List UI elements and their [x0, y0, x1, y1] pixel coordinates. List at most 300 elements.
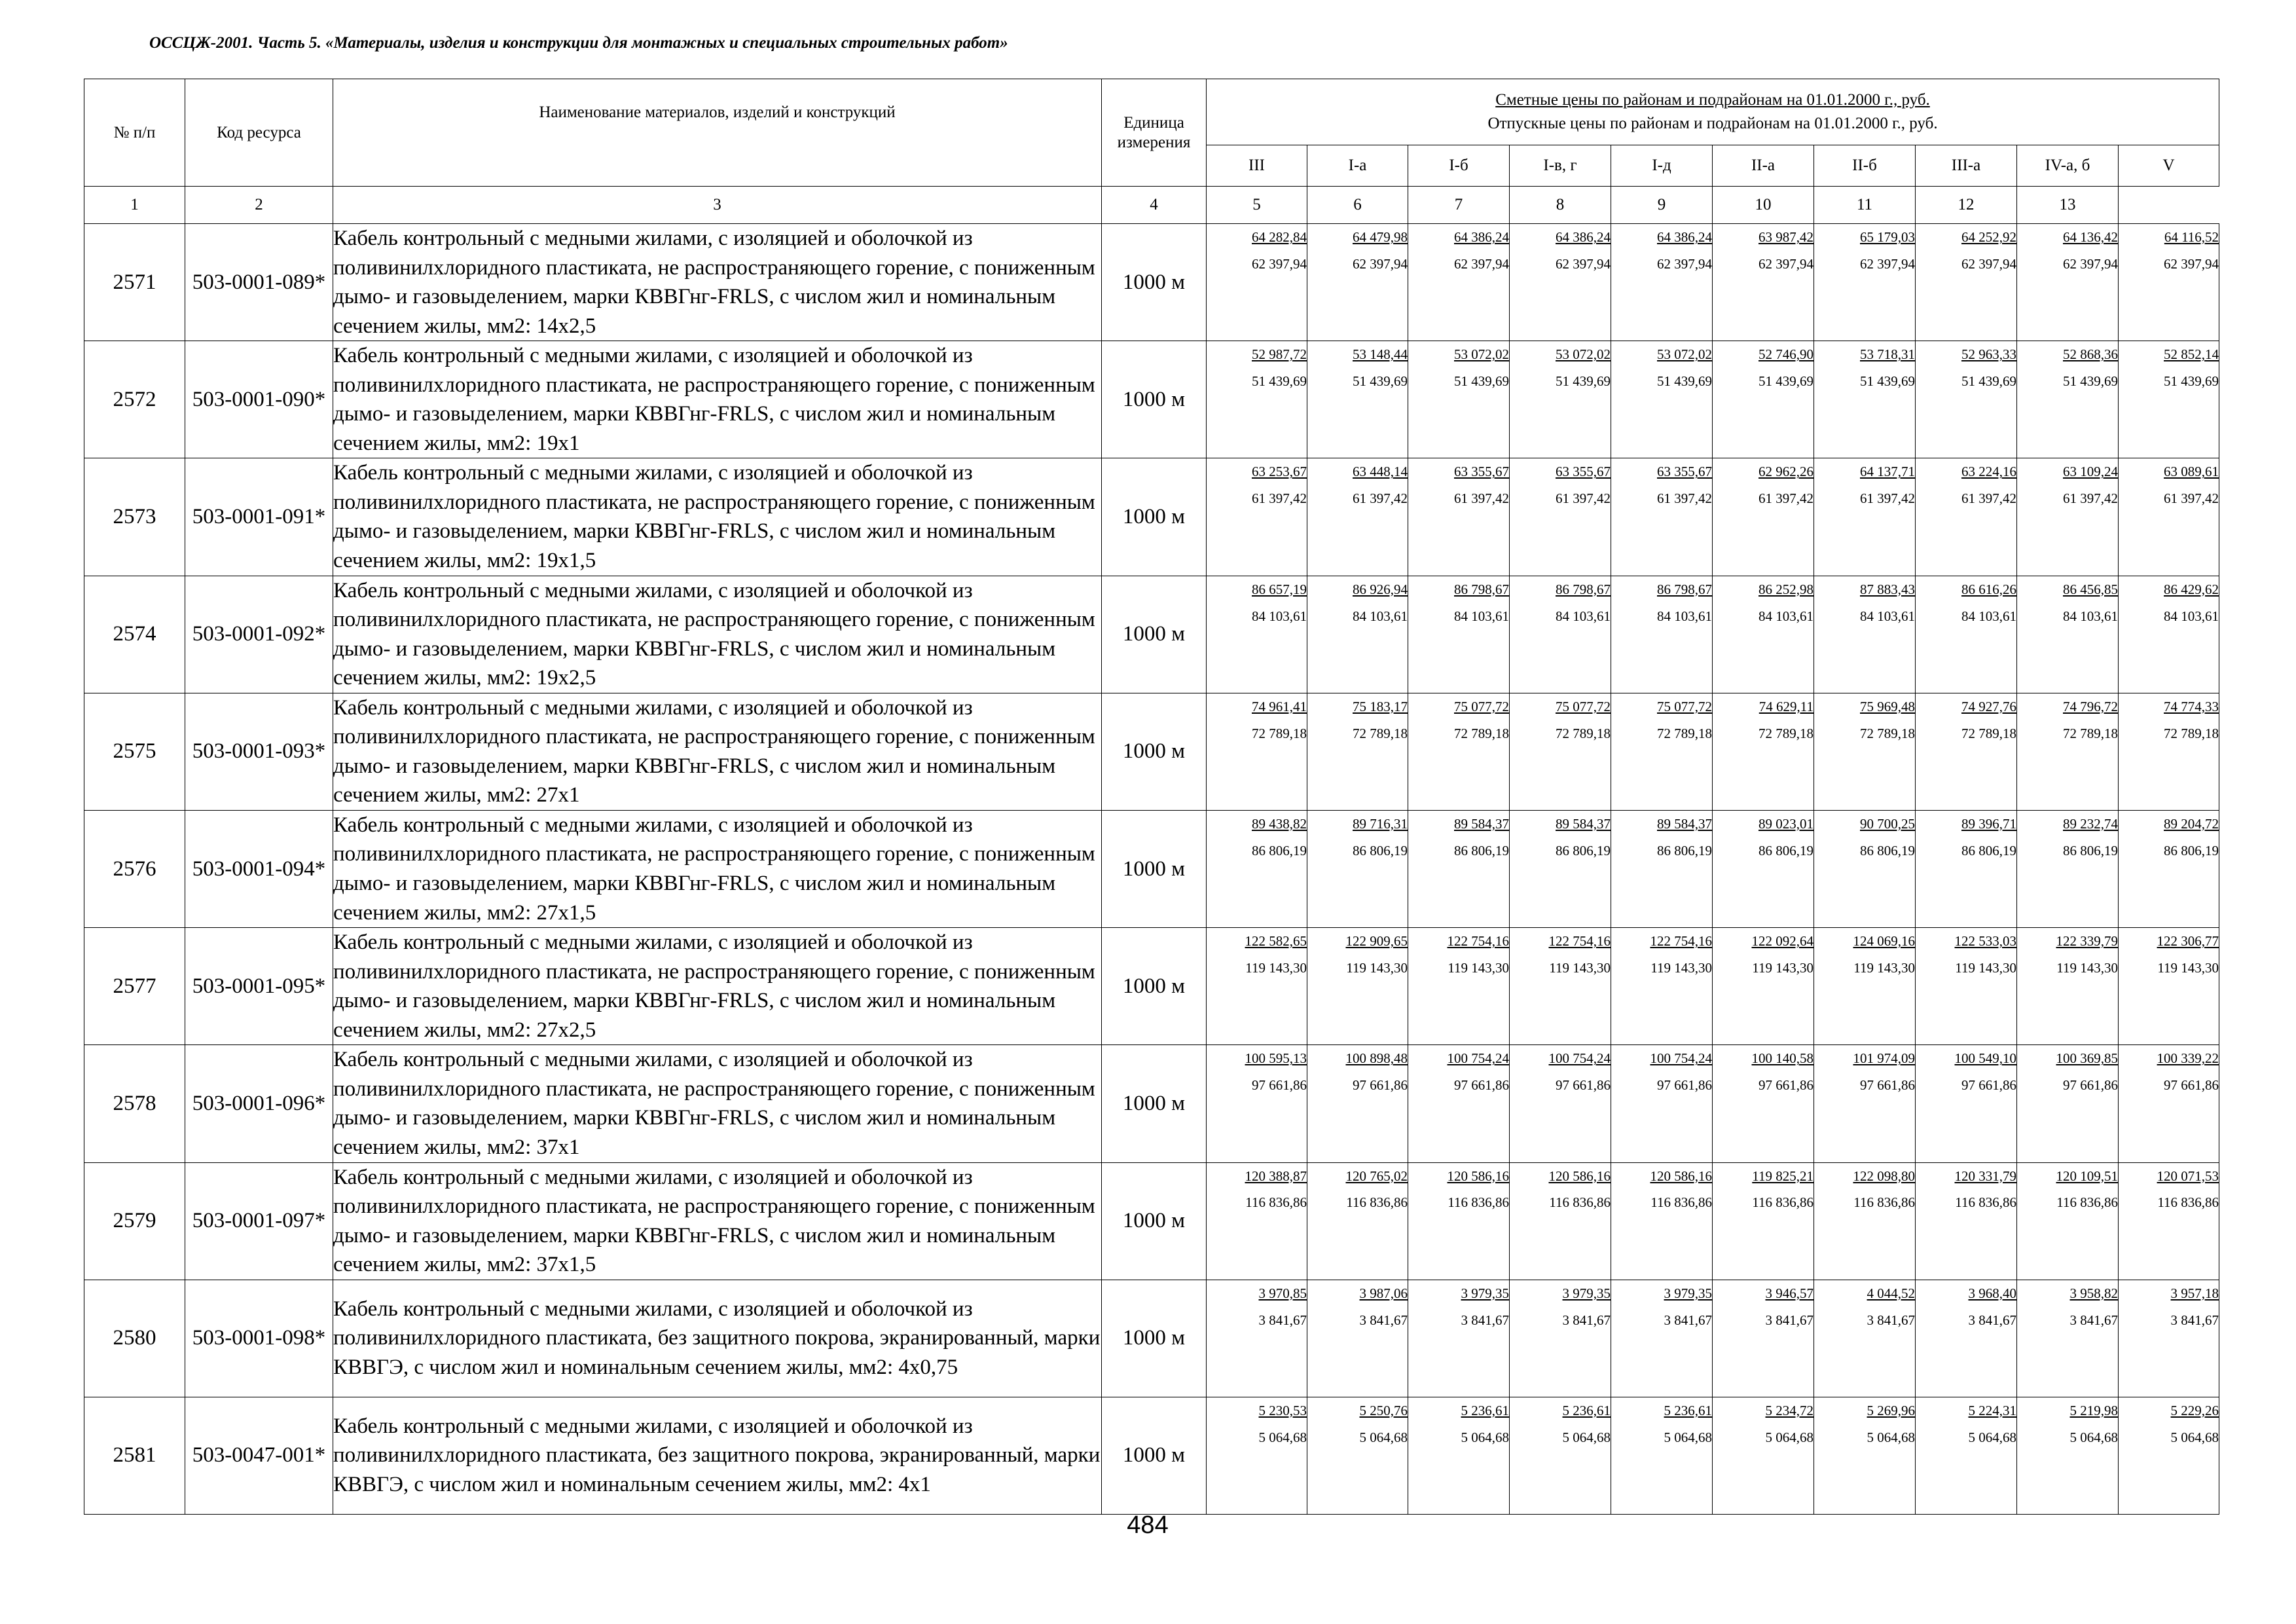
header-prices-smeta: Сметные цены по районам и подрайонам на 01.01.2000 г., руб.	[1495, 90, 1930, 109]
release-price: 3 841,67	[1968, 1312, 2016, 1328]
release-price: 84 103,61	[1252, 608, 1307, 624]
estimated-price: 5 230,53	[1258, 1402, 1307, 1418]
price-cell	[2119, 576, 2219, 693]
release-price: 84 103,61	[2063, 608, 2118, 624]
price-cell	[1916, 1045, 2017, 1162]
unit-cell: 1000 м	[1102, 1045, 1207, 1162]
price-cell	[2017, 928, 2119, 1045]
estimated-price: 3 979,35	[1461, 1285, 1509, 1301]
estimated-price: 4 044,52	[1867, 1285, 1915, 1301]
estimated-price: 64 252,92	[1961, 229, 2016, 245]
estimated-price: 53 718,31	[1860, 346, 1915, 363]
region-header: I-в, г	[1510, 145, 1611, 187]
release-price: 51 439,69	[1961, 373, 2016, 390]
release-price: 97 661,86	[1961, 1077, 2016, 1094]
release-price: 84 103,61	[1353, 608, 1408, 624]
column-number: 6	[1307, 187, 1408, 224]
region-header: I-а	[1307, 145, 1408, 187]
estimated-price: 53 072,02	[1454, 346, 1509, 363]
price-cell	[1307, 576, 1408, 693]
release-price: 61 397,42	[2164, 490, 2219, 507]
release-price: 116 836,86	[2056, 1194, 2118, 1211]
release-price: 86 806,19	[2164, 842, 2219, 858]
release-price: 3 841,67	[1461, 1312, 1509, 1328]
release-price: 119 143,30	[1448, 960, 1509, 976]
release-price: 84 103,61	[1961, 608, 2016, 624]
estimated-price: 64 386,24	[1454, 229, 1509, 245]
price-cell	[1408, 458, 1510, 576]
table-row	[84, 928, 2219, 1045]
estimated-price: 122 754,16	[1548, 933, 1611, 950]
estimated-price: 63 448,14	[1353, 464, 1408, 480]
estimated-price: 5 236,61	[1664, 1402, 1712, 1418]
release-price: 61 397,42	[1758, 490, 1813, 507]
unit-cell: 1000 м	[1102, 458, 1207, 576]
table-row	[84, 1280, 2219, 1397]
unit-cell: 1000 м	[1102, 341, 1207, 458]
price-cell	[1611, 224, 1713, 341]
estimated-price: 124 069,16	[1853, 933, 1915, 950]
estimated-price: 100 898,48	[1345, 1050, 1408, 1067]
estimated-price: 63 253,67	[1252, 464, 1307, 480]
price-cell	[2017, 341, 2119, 458]
estimated-price: 89 716,31	[1353, 815, 1408, 832]
price-cell	[1510, 458, 1611, 576]
estimated-price: 3 970,85	[1258, 1285, 1307, 1301]
estimated-price: 64 479,98	[1353, 229, 1408, 245]
release-price: 86 806,19	[1556, 842, 1611, 858]
price-table	[84, 79, 2219, 1515]
release-price: 84 103,61	[2164, 608, 2219, 624]
release-price: 84 103,61	[1454, 608, 1509, 624]
release-price: 86 806,19	[1961, 842, 2016, 858]
row-number: 2573	[84, 458, 185, 576]
resource-code: 503-0001-093*	[185, 693, 333, 810]
price-cell	[1814, 1280, 1916, 1397]
release-price: 116 836,86	[1650, 1194, 1712, 1211]
column-number: 1	[84, 187, 185, 224]
estimated-price: 87 883,43	[1860, 581, 1915, 597]
release-price: 119 143,30	[1346, 960, 1408, 976]
release-price: 62 397,94	[1556, 255, 1611, 272]
release-price: 51 439,69	[1657, 373, 1712, 390]
estimated-price: 100 339,22	[2157, 1050, 2219, 1067]
unit-cell: 1000 м	[1102, 1162, 1207, 1280]
price-cell	[2119, 224, 2219, 341]
resource-code: 503-0001-091*	[185, 458, 333, 576]
price-cell	[1408, 576, 1510, 693]
material-name: Кабель контрольный с медными жилами, с изоляцией и оболочкой из поливинилхлоридного пластиката, не распространяющего горение, с пониженным дымо- и газовыделением, марки КВВГнг-FRLS, с числом жил и номинальным сечением жилы, мм2: 19х1,5	[333, 458, 1102, 576]
price-cell	[2017, 576, 2119, 693]
price-cell	[1510, 810, 1611, 927]
estimated-price: 74 796,72	[2063, 698, 2118, 714]
price-cell	[1408, 341, 1510, 458]
price-cell	[1408, 693, 1510, 810]
price-cell	[2119, 810, 2219, 927]
price-cell	[1916, 928, 2017, 1045]
estimated-price: 100 549,10	[1954, 1050, 2016, 1067]
price-cell	[1916, 1162, 2017, 1280]
header-prices	[1207, 79, 2219, 145]
estimated-price: 86 252,98	[1758, 581, 1813, 597]
price-cell	[1814, 928, 1916, 1045]
estimated-price: 90 700,25	[1860, 815, 1915, 832]
header-prices-otpusk: Отпускные цены по районам и подрайонам на 01.01.2000 г., руб.	[1487, 115, 1938, 132]
release-price: 116 836,86	[1448, 1194, 1509, 1211]
price-cell	[1611, 1397, 1713, 1514]
price-cell	[1307, 810, 1408, 927]
release-price: 3 841,67	[1867, 1312, 1915, 1328]
release-price: 119 143,30	[1853, 960, 1915, 976]
price-cell	[1510, 341, 1611, 458]
estimated-price: 120 109,51	[2056, 1168, 2118, 1184]
release-price: 62 397,94	[1353, 255, 1408, 272]
release-price: 51 439,69	[1758, 373, 1813, 390]
release-price: 5 064,68	[1461, 1429, 1509, 1445]
release-price: 61 397,42	[2063, 490, 2118, 507]
price-cell	[1207, 1162, 1307, 1280]
row-number: 2579	[84, 1162, 185, 1280]
release-price: 86 806,19	[2063, 842, 2118, 858]
price-cell	[1814, 693, 1916, 810]
column-number: 12	[1916, 187, 2017, 224]
table-row	[84, 341, 2219, 458]
price-cell	[2119, 1162, 2219, 1280]
release-price: 97 661,86	[2063, 1077, 2118, 1094]
release-price: 62 397,94	[1252, 255, 1307, 272]
release-price: 5 064,68	[1359, 1429, 1408, 1445]
estimated-price: 75 077,72	[1556, 698, 1611, 714]
release-price: 3 841,67	[1765, 1312, 1813, 1328]
release-price: 119 143,30	[2157, 960, 2219, 976]
estimated-price: 100 595,13	[1245, 1050, 1307, 1067]
estimated-price: 122 306,77	[2157, 933, 2219, 950]
price-cell	[1814, 1162, 1916, 1280]
estimated-price: 120 586,16	[1447, 1168, 1509, 1184]
estimated-price: 74 774,33	[2164, 698, 2219, 714]
column-number: 10	[1713, 187, 1814, 224]
material-name: Кабель контрольный с медными жилами, с изоляцией и оболочкой из поливинилхлоридного пластиката, не распространяющего горение, с пониженным дымо- и газовыделением, марки КВВГнг-FRLS, с числом жил и номинальным сечением жилы, мм2: 37х1	[333, 1045, 1102, 1162]
material-name: Кабель контрольный с медными жилами, с изоляцией и оболочкой из поливинилхлоридного пластиката, не распространяющего горение, с пониженным дымо- и газовыделением, марки КВВГнг-FRLS, с числом жил и номинальным сечением жилы, мм2: 27х1	[333, 693, 1102, 810]
price-cell	[1713, 693, 1814, 810]
release-price: 5 064,68	[1968, 1429, 2016, 1445]
release-price: 5 064,68	[2170, 1429, 2219, 1445]
price-cell	[1408, 1280, 1510, 1397]
estimated-price: 64 386,24	[1657, 229, 1712, 245]
price-cell	[1307, 928, 1408, 1045]
estimated-price: 89 584,37	[1556, 815, 1611, 832]
price-cell	[1713, 810, 1814, 927]
release-price: 119 143,30	[1549, 960, 1611, 976]
price-cell	[1814, 576, 1916, 693]
price-cell	[1510, 1397, 1611, 1514]
release-price: 3 841,67	[1359, 1312, 1408, 1328]
resource-code: 503-0001-094*	[185, 810, 333, 927]
estimated-price: 5 236,61	[1562, 1402, 1611, 1418]
price-cell	[1408, 1397, 1510, 1514]
column-number: 3	[333, 187, 1102, 224]
row-number: 2571	[84, 224, 185, 341]
release-price: 116 836,86	[1752, 1194, 1813, 1211]
price-cell	[2119, 693, 2219, 810]
page-number: 484	[1127, 1511, 1169, 1539]
region-header: V	[2119, 145, 2219, 187]
estimated-price: 63 987,42	[1758, 229, 1813, 245]
material-name: Кабель контрольный с медными жилами, с изоляцией и оболочкой из поливинилхлоридного пластиката, не распространяющего горение, с пониженным дымо- и газовыделением, марки КВВГнг-FRLS, с числом жил и номинальным сечением жилы, мм2: 19х1	[333, 341, 1102, 458]
release-price: 119 143,30	[1245, 960, 1307, 976]
estimated-price: 64 386,24	[1556, 229, 1611, 245]
price-cell	[1408, 224, 1510, 341]
release-price: 97 661,86	[1657, 1077, 1712, 1094]
release-price: 72 789,18	[1252, 725, 1307, 741]
release-price: 5 064,68	[1765, 1429, 1813, 1445]
column-number: 8	[1510, 187, 1611, 224]
price-cell	[1408, 928, 1510, 1045]
table-row	[84, 1162, 2219, 1280]
release-price: 61 397,42	[1657, 490, 1712, 507]
release-price: 84 103,61	[1657, 608, 1712, 624]
release-price: 51 439,69	[1252, 373, 1307, 390]
estimated-price: 100 369,85	[2056, 1050, 2118, 1067]
price-cell	[1207, 1045, 1307, 1162]
region-header: I-д	[1611, 145, 1713, 187]
price-cell	[1207, 576, 1307, 693]
estimated-price: 100 140,58	[1751, 1050, 1813, 1067]
price-cell	[2119, 458, 2219, 576]
estimated-price: 122 098,80	[1853, 1168, 1915, 1184]
release-price: 72 789,18	[2164, 725, 2219, 741]
release-price: 84 103,61	[1860, 608, 1915, 624]
release-price: 97 661,86	[1860, 1077, 1915, 1094]
price-cell	[1611, 341, 1713, 458]
release-price: 5 064,68	[1258, 1429, 1307, 1445]
unit-cell: 1000 м	[1102, 693, 1207, 810]
estimated-price: 122 339,79	[2056, 933, 2118, 950]
header-name: Наименование материалов, изделий и конструкций	[333, 79, 1102, 187]
estimated-price: 52 963,33	[1961, 346, 2016, 363]
price-cell	[1713, 458, 1814, 576]
column-number: 11	[1814, 187, 1916, 224]
material-name: Кабель контрольный с медными жилами, с изоляцией и оболочкой из поливинилхлоридного пластиката, не распространяющего горение, с пониженным дымо- и газовыделением, марки КВВГнг-FRLS, с числом жил и номинальным сечением жилы, мм2: 27х1,5	[333, 810, 1102, 927]
estimated-price: 89 438,82	[1252, 815, 1307, 832]
material-name: Кабель контрольный с медными жилами, с изоляцией и оболочкой из поливинилхлоридного пластиката, не распространяющего горение, с пониженным дымо- и газовыделением, марки КВВГнг-FRLS, с числом жил и номинальным сечением жилы, мм2: 37х1,5	[333, 1162, 1102, 1280]
price-cell	[1611, 810, 1713, 927]
release-price: 51 439,69	[2063, 373, 2118, 390]
release-price: 84 103,61	[1758, 608, 1813, 624]
estimated-price: 3 958,82	[2069, 1285, 2118, 1301]
price-cell	[2119, 1280, 2219, 1397]
release-price: 3 841,67	[2069, 1312, 2118, 1328]
estimated-price: 74 927,76	[1961, 698, 2016, 714]
estimated-price: 86 798,67	[1657, 581, 1712, 597]
estimated-price: 122 092,64	[1751, 933, 1813, 950]
release-price: 72 789,18	[1657, 725, 1712, 741]
price-cell	[1307, 458, 1408, 576]
estimated-price: 3 968,40	[1968, 1285, 2016, 1301]
header-unit: Единица измерения	[1102, 79, 1207, 187]
estimated-price: 119 825,21	[1752, 1168, 1813, 1184]
price-cell	[1207, 928, 1307, 1045]
price-cell	[1916, 576, 2017, 693]
release-price: 72 789,18	[1758, 725, 1813, 741]
price-cell	[1916, 810, 2017, 927]
price-cell	[1814, 1045, 1916, 1162]
resource-code: 503-0001-095*	[185, 928, 333, 1045]
estimated-price: 89 396,71	[1961, 815, 2016, 832]
estimated-price: 74 629,11	[1758, 698, 1813, 714]
price-cell	[1916, 1397, 2017, 1514]
release-price: 51 439,69	[1454, 373, 1509, 390]
estimated-price: 89 584,37	[1454, 815, 1509, 832]
region-header: III	[1207, 145, 1307, 187]
estimated-price: 3 979,35	[1664, 1285, 1712, 1301]
price-cell	[1510, 1162, 1611, 1280]
release-price: 3 841,67	[1258, 1312, 1307, 1328]
estimated-price: 63 355,67	[1657, 464, 1712, 480]
estimated-price: 75 077,72	[1454, 698, 1509, 714]
table-row	[84, 576, 2219, 693]
release-price: 3 841,67	[1664, 1312, 1712, 1328]
table-row	[84, 1045, 2219, 1162]
price-cell	[1814, 224, 1916, 341]
price-cell	[1510, 1280, 1611, 1397]
price-cell	[1916, 341, 2017, 458]
column-number: 2	[185, 187, 333, 224]
price-cell	[1713, 1397, 1814, 1514]
table-row	[84, 458, 2219, 576]
estimated-price: 120 071,53	[2157, 1168, 2219, 1184]
row-number: 2572	[84, 341, 185, 458]
price-cell	[1814, 458, 1916, 576]
release-price: 119 143,30	[1955, 960, 2016, 976]
release-price: 97 661,86	[1454, 1077, 1509, 1094]
release-price: 61 397,42	[1860, 490, 1915, 507]
estimated-price: 52 746,90	[1758, 346, 1813, 363]
estimated-price: 120 586,16	[1650, 1168, 1712, 1184]
release-price: 97 661,86	[1758, 1077, 1813, 1094]
release-price: 119 143,30	[1752, 960, 1813, 976]
price-cell	[1713, 928, 1814, 1045]
release-price: 5 064,68	[2069, 1429, 2118, 1445]
price-cell	[1713, 1045, 1814, 1162]
resource-code: 503-0001-089*	[185, 224, 333, 341]
unit-cell: 1000 м	[1102, 1397, 1207, 1514]
release-price: 51 439,69	[1556, 373, 1611, 390]
estimated-price: 75 077,72	[1657, 698, 1712, 714]
price-cell	[1713, 1162, 1814, 1280]
estimated-price: 122 754,16	[1650, 933, 1712, 950]
price-cell	[1713, 576, 1814, 693]
estimated-price: 75 969,48	[1860, 698, 1915, 714]
estimated-price: 120 586,16	[1548, 1168, 1611, 1184]
resource-code: 503-0001-096*	[185, 1045, 333, 1162]
document-header: ОССЦЖ-2001. Часть 5. «Материалы, изделия и конструкции для монтажных и специальных строительных работ»	[149, 34, 1008, 52]
price-cell	[1207, 693, 1307, 810]
resource-code: 503-0001-097*	[185, 1162, 333, 1280]
row-number: 2580	[84, 1280, 185, 1397]
release-price: 51 439,69	[1353, 373, 1408, 390]
table-row	[84, 224, 2219, 341]
estimated-price: 5 224,31	[1968, 1402, 2016, 1418]
material-name: Кабель контрольный с медными жилами, с изоляцией и оболочкой из поливинилхлоридного пластиката, без защитного покрова, экранированный, марки КВВГЭ, с числом жил и номинальным сечением жилы, мм2: 4х0,75	[333, 1280, 1102, 1397]
price-cell	[1408, 1162, 1510, 1280]
column-number: 13	[2017, 187, 2119, 224]
price-cell	[1408, 810, 1510, 927]
estimated-price: 3 987,06	[1359, 1285, 1408, 1301]
price-cell	[1713, 1280, 1814, 1397]
release-price: 86 806,19	[1657, 842, 1712, 858]
release-price: 61 397,42	[1454, 490, 1509, 507]
resource-code: 503-0047-001*	[185, 1397, 333, 1514]
price-cell	[1814, 810, 1916, 927]
price-cell	[2119, 341, 2219, 458]
release-price: 97 661,86	[1556, 1077, 1611, 1094]
estimated-price: 122 582,65	[1245, 933, 1307, 950]
table-row	[84, 1397, 2219, 1514]
estimated-price: 52 868,36	[2063, 346, 2118, 363]
unit-cell: 1000 м	[1102, 810, 1207, 927]
price-cell	[1207, 341, 1307, 458]
release-price: 62 397,94	[2164, 255, 2219, 272]
release-price: 97 661,86	[1353, 1077, 1408, 1094]
price-cell	[2017, 1162, 2119, 1280]
price-cell	[1611, 1045, 1713, 1162]
price-cell	[2017, 1397, 2119, 1514]
release-price: 97 661,86	[2164, 1077, 2219, 1094]
region-header: III-а	[1916, 145, 2017, 187]
price-cell	[1307, 341, 1408, 458]
row-number: 2574	[84, 576, 185, 693]
release-price: 119 143,30	[1650, 960, 1712, 976]
release-price: 61 397,42	[1252, 490, 1307, 507]
material-name: Кабель контрольный с медными жилами, с изоляцией и оболочкой из поливинилхлоридного пластиката, не распространяющего горение, с пониженным дымо- и газовыделением, марки КВВГнг-FRLS, с числом жил и номинальным сечением жилы, мм2: 14х2,5	[333, 224, 1102, 341]
price-cell	[2119, 928, 2219, 1045]
estimated-price: 3 979,35	[1562, 1285, 1611, 1301]
price-cell	[1713, 341, 1814, 458]
estimated-price: 63 355,67	[1556, 464, 1611, 480]
price-cell	[1207, 810, 1307, 927]
price-cell	[1408, 1045, 1510, 1162]
release-price: 61 397,42	[1353, 490, 1408, 507]
estimated-price: 100 754,24	[1548, 1050, 1611, 1067]
price-cell	[1307, 1397, 1408, 1514]
estimated-price: 86 616,26	[1961, 581, 2016, 597]
row-number: 2577	[84, 928, 185, 1045]
estimated-price: 86 798,67	[1454, 581, 1509, 597]
release-price: 86 806,19	[1758, 842, 1813, 858]
price-cell	[1307, 1045, 1408, 1162]
estimated-price: 5 219,98	[2069, 1402, 2118, 1418]
estimated-price: 62 962,26	[1758, 464, 1813, 480]
release-price: 62 397,94	[1657, 255, 1712, 272]
region-header: IV-а, б	[2017, 145, 2119, 187]
release-price: 72 789,18	[2063, 725, 2118, 741]
estimated-price: 63 109,24	[2063, 464, 2118, 480]
release-price: 62 397,94	[1961, 255, 2016, 272]
estimated-price: 5 269,96	[1867, 1402, 1915, 1418]
row-number: 2576	[84, 810, 185, 927]
release-price: 62 397,94	[1454, 255, 1509, 272]
price-cell	[1510, 576, 1611, 693]
price-cell	[1307, 1280, 1408, 1397]
price-cell	[2017, 1280, 2119, 1397]
price-cell	[1611, 928, 1713, 1045]
release-price: 116 836,86	[1549, 1194, 1611, 1211]
estimated-price: 89 204,72	[2164, 815, 2219, 832]
price-cell	[1814, 341, 1916, 458]
estimated-price: 89 023,01	[1758, 815, 1813, 832]
estimated-price: 53 148,44	[1353, 346, 1408, 363]
